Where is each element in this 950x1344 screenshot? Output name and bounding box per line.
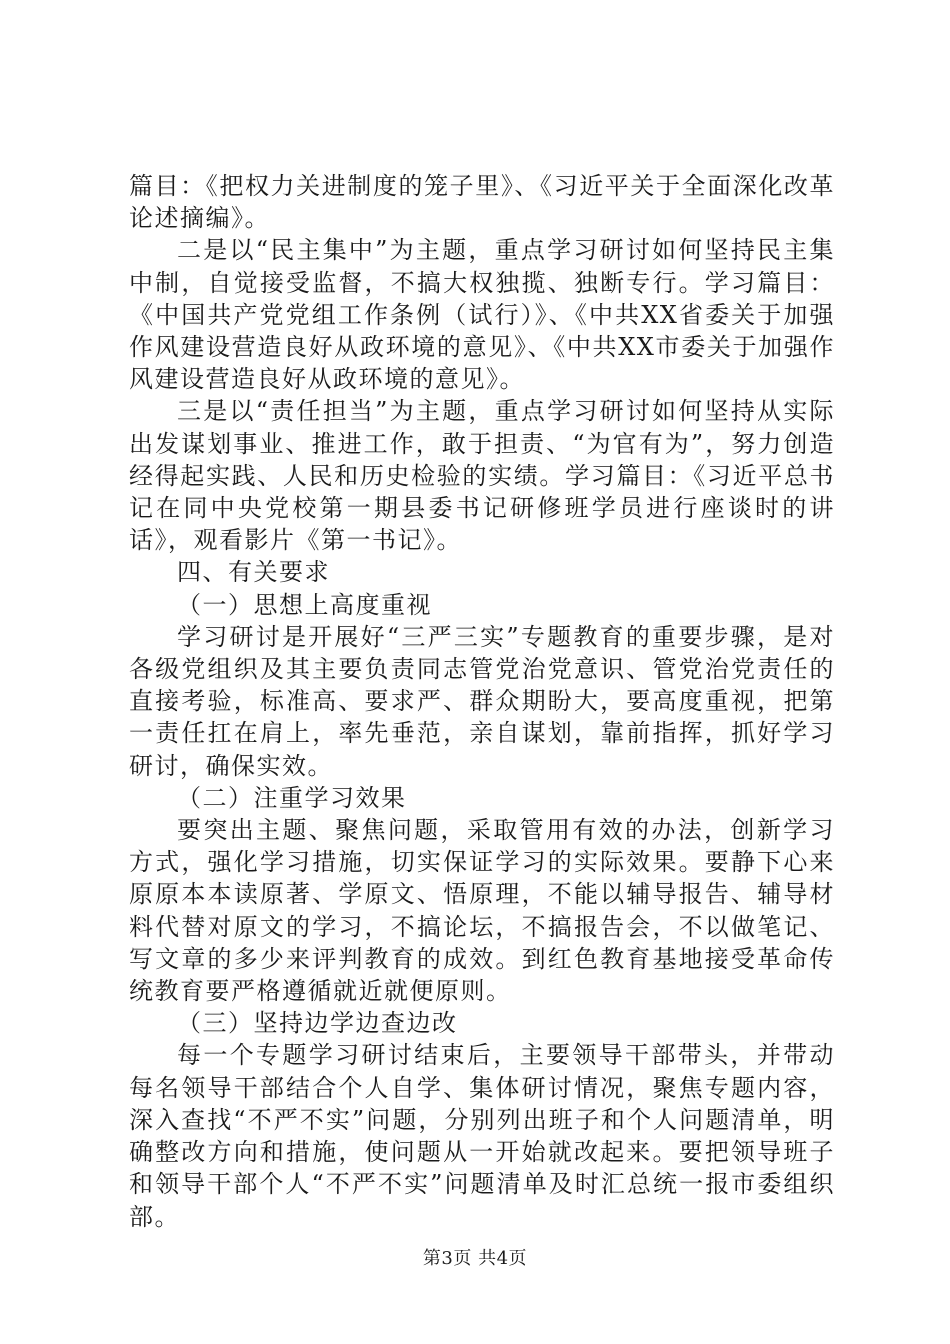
page-footer: [0, 1244, 950, 1270]
paragraph-5: 学习研讨是开展好“三严三实”专题教育的重要步骤，是对各级党组织及其主要负责同志管党治党意识、管党治党责任的直接考验，标准高、要求严、群众期盼大，要高度重视，把第一责任扛在肩上，率先垂范，亲自谋划，靠前指挥，抓好学习研讨，确保实效。: [129, 622, 835, 780]
paragraph-0: 篇目：《把权力关进制度的笼子里》、《习近平关于全面深化改革论述摘编》。: [129, 172, 835, 233]
paragraph-9: 每一个专题学习研讨结束后，主要领导干部带头，并带动每名领导干部结合个人自学、集体研讨情况，聚焦专题内容，深入查找“不严不实”问题，分别列出班子和个人问题清单，明确整改方向和措施，使问题从一开始就改起来。要把领导班子和领导干部个人“不严不实”问题清单及时汇总统一报市委组织部。: [129, 1041, 835, 1231]
section-heading-requirements: 四、有关要求: [177, 558, 330, 587]
paragraph-7: 要突出主题、聚焦问题，采取管用有效的办法，创新学习方式，强化学习措施，切实保证学习的实际效果。要静下心来原原本本读原著、学原文、悟原理，不能以辅导报告、辅导材料代替对原文的学习，不搞论坛，不搞报告会，不以做笔记、写文章的多少来评判教育的成效。到红色教育基地接受革命传统教育要严格遵循就近就便原则。: [129, 816, 835, 1006]
subheading-1: （一）思想上高度重视: [177, 590, 432, 619]
page-number-label: 第3页 共4页: [422, 1248, 528, 1269]
subheading-3: （三）坚持边学边查边改: [177, 1009, 458, 1038]
subheading-2: （二）注重学习效果: [177, 783, 407, 812]
paragraph-1: 二是以“民主集中”为主题，重点学习研讨如何坚持民主集中制，自觉接受监督，不搞大权独揽、独断专行。学习篇目：《中国共产党党组工作条例（试行）》、《中共XX省委关于加强作风建设营造良好从政环境的意见》、《中共XX市委关于加强作风建设营造良好从政环境的意见》。: [129, 236, 835, 394]
paragraph-2: 三是以“责任担当”为主题，重点学习研讨如何坚持从实际出发谋划事业、推进工作，敢于担责、“为官有为”，努力创造经得起实践、人民和历史检验的实绩。学习篇目：《习近平总书记在同中央党校第一期县委书记研修班学员进行座谈时的讲话》，观看影片《第一书记》。: [129, 397, 835, 555]
document-body: [129, 170, 835, 1233]
